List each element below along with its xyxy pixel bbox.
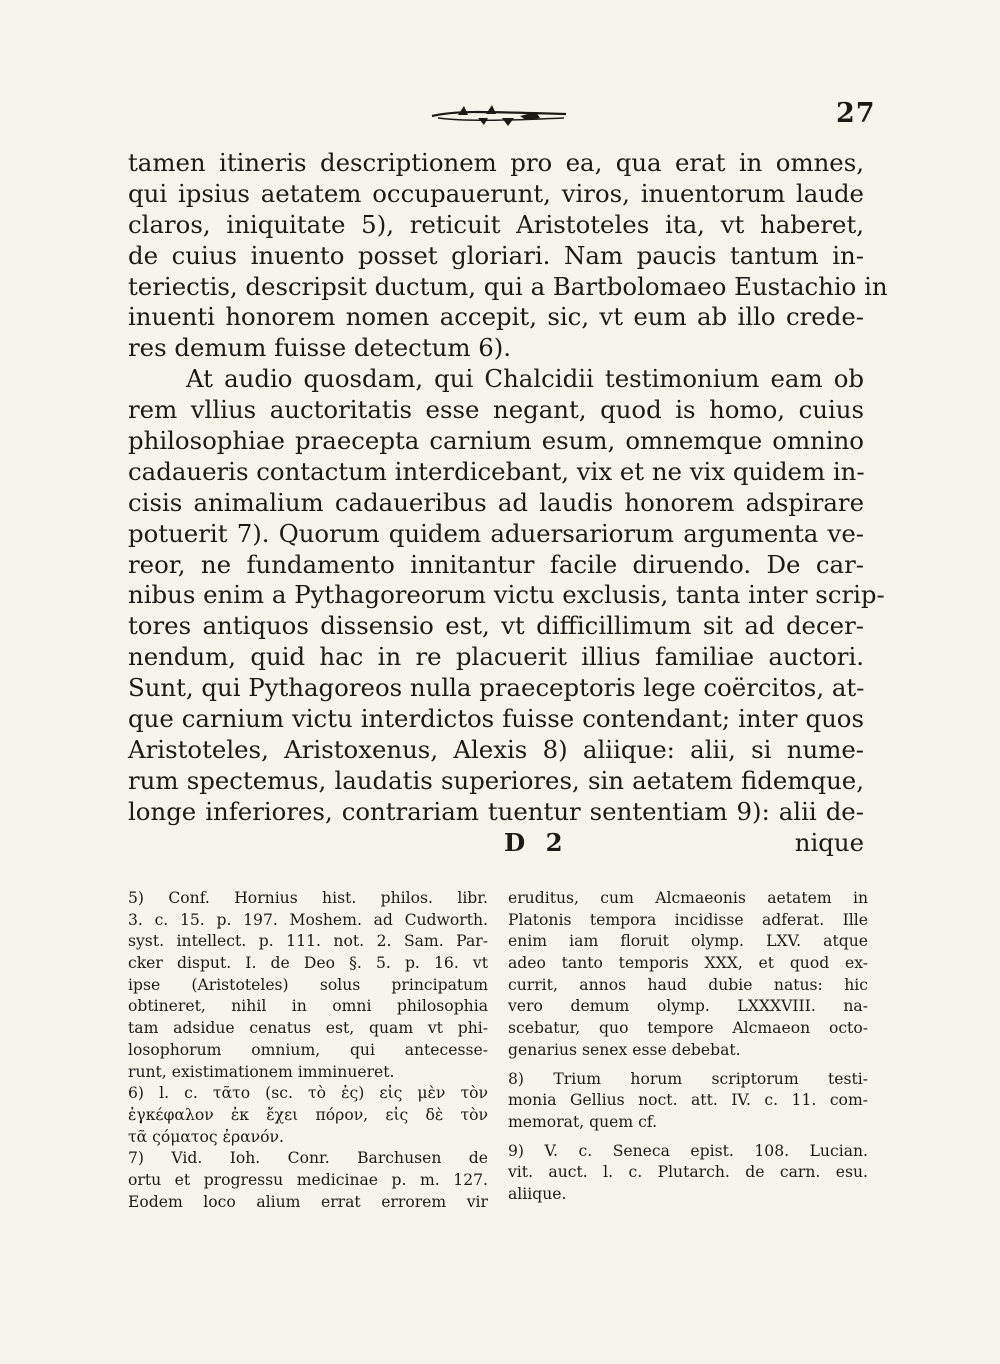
footnote-line: vero demum olymp. LXXXVIII. na- (508, 997, 868, 1016)
footnote-line: 9) V. c. Seneca epist. 108. Lucian. (508, 1141, 868, 1160)
footnote-line: obtineret, nihil in omni philosophia (128, 997, 488, 1016)
paragraph-start-line: At audio quosdam, qui Chalcidii testimonium eam ob (186, 364, 864, 394)
text-line: nendum, quid hac in re placuerit illius familiae auctori. (128, 642, 864, 672)
footnote-line: 5) Conf. Hornius hist. philos. libr. (128, 889, 488, 907)
footnotes-left-column (128, 888, 488, 1213)
text-line: philosophiae praecepta carnium esum, omnemque omnino (128, 426, 864, 456)
footnote-line: tam adsidue cenatus est, quam vt phi- (128, 1019, 488, 1038)
footnote-line: ortu et progressu medicinae p. m. 127. (128, 1170, 488, 1189)
signature-mark: D 2 (504, 827, 569, 857)
footnote-line: enim iam floruit olymp. LXV. atque (508, 932, 868, 951)
text-line: claros, iniquitate 5), reticuit Aristoteles ita, vt haberet, (128, 209, 864, 239)
text-line: cadaueris contactum interdicebant, vix et ne vix quidem in- (128, 456, 865, 486)
text-line: tores antiquos dissensio est, vt difficillimum sit ad decer- (128, 611, 864, 641)
footnote-line: vit. auct. l. c. Plutarch. de carn. esu. (508, 1163, 868, 1182)
footnote-line: ipse (Aristoteles) solus principatum (128, 975, 488, 994)
footnote-line: cker disput. I. de Deo §. 5. p. 16. vt (128, 954, 488, 973)
main-text-block (128, 148, 888, 858)
footnote-line: runt, existimationem imminueret. (128, 1062, 395, 1081)
text-line: tamen itineris descriptionem pro ea, qua erat in omnes, (128, 148, 864, 177)
footnote-line: Platonis tempora incidisse adferat. Ille (508, 910, 868, 929)
text-line: Aristoteles, Aristoxenus, Alexis 8) aliique: alii, si nume- (128, 734, 864, 764)
text-line: cisis animalium cadaueribus ad laudis honorem adspirare (128, 487, 864, 517)
text-line: reor, ne fundamento innitantur facile diruendo. De car- (128, 549, 864, 579)
footnotes-right-column (508, 888, 868, 1206)
footnote-line: syst. intellect. p. 111. not. 2. Sam. Par- (128, 932, 488, 951)
footnote-line: adeo tanto temporis XXX, et quod ex- (508, 954, 868, 973)
page-number: 27 (836, 98, 876, 129)
footnote-line: 6) l. c. τᾶτο (sc. τὸ ἐς) εἰς μὲν τὸν (128, 1084, 488, 1103)
text-line: longe inferiores, contrariam tuentur sententiam 9): alii de- (128, 796, 864, 826)
text-line: inuenti honorem nomen accepit, sic, vt eum ab illo crede- (128, 302, 864, 332)
catchword: nique (794, 827, 864, 857)
footnote-gap (508, 1134, 868, 1141)
text-line: potuerit 7). Quorum quidem aduersariorum argumenta ve- (128, 518, 864, 548)
text-line: teriectis, descripsit ductum, qui a Bartbolomaeo Eustachio in (128, 271, 888, 301)
footnote-line: losophorum omnium, qui antecesse- (128, 1040, 488, 1059)
signature-row (128, 828, 864, 859)
footnote-line: Eodem loco alium errat errorem vir (128, 1192, 488, 1211)
footnote-line: eruditus, cum Alcmaeonis aetatem in (508, 889, 868, 907)
text-line: nibus enim a Pythagoreorum victu exclusis, tanta inter scrip- (128, 580, 885, 610)
text-line: rem vllius auctoritatis esse negant, quod is homo, cuius (128, 395, 864, 425)
text-line: rum spectemus, laudatis superiores, sin aetatem fidemque, (128, 765, 864, 795)
footnote-line: scebatur, quo tempore Alcmaeon octo- (508, 1019, 868, 1038)
footnote-line: τᾶ ςόματος ἐρανόν. (128, 1127, 284, 1146)
footnote-line: aliique. (508, 1184, 567, 1203)
footnote-line: genarius senex esse debebat. (508, 1040, 741, 1059)
printers-ornament-icon (428, 102, 570, 128)
footnote-line: memorat, quem cf. (508, 1112, 658, 1131)
footnote-line: monia Gellius noct. att. IV. c. 11. com- (508, 1091, 868, 1110)
text-line: res demum fuisse detectum 6). (128, 333, 512, 363)
footnote-line: currit, annos haud dubie natus: hic (508, 975, 868, 994)
text-line: qui ipsius aetatem occupauerunt, viros, inuentorum laude (128, 178, 864, 208)
text-line: que carnium victu interdictos fuisse contendant; inter quos (128, 704, 864, 734)
footnote-line: 8) Trium horum scriptorum testi- (508, 1069, 868, 1088)
text-line: de cuius inuento posset gloriari. Nam paucis tantum in- (128, 240, 864, 270)
footnote-line: ἐγκέφαλον ἐκ ἔχει πόρον, εἰς δὲ τὸν (128, 1105, 488, 1124)
text-line: Sunt, qui Pythagoreos nulla praeceptoris lege coërcitos, at- (128, 673, 865, 703)
footnote-line: 7) Vid. Ioh. Conr. Barchusen de (128, 1149, 488, 1168)
footnote-line: 3. c. 15. p. 197. Moshem. ad Cudworth. (128, 910, 488, 929)
footnote-gap (508, 1062, 868, 1069)
